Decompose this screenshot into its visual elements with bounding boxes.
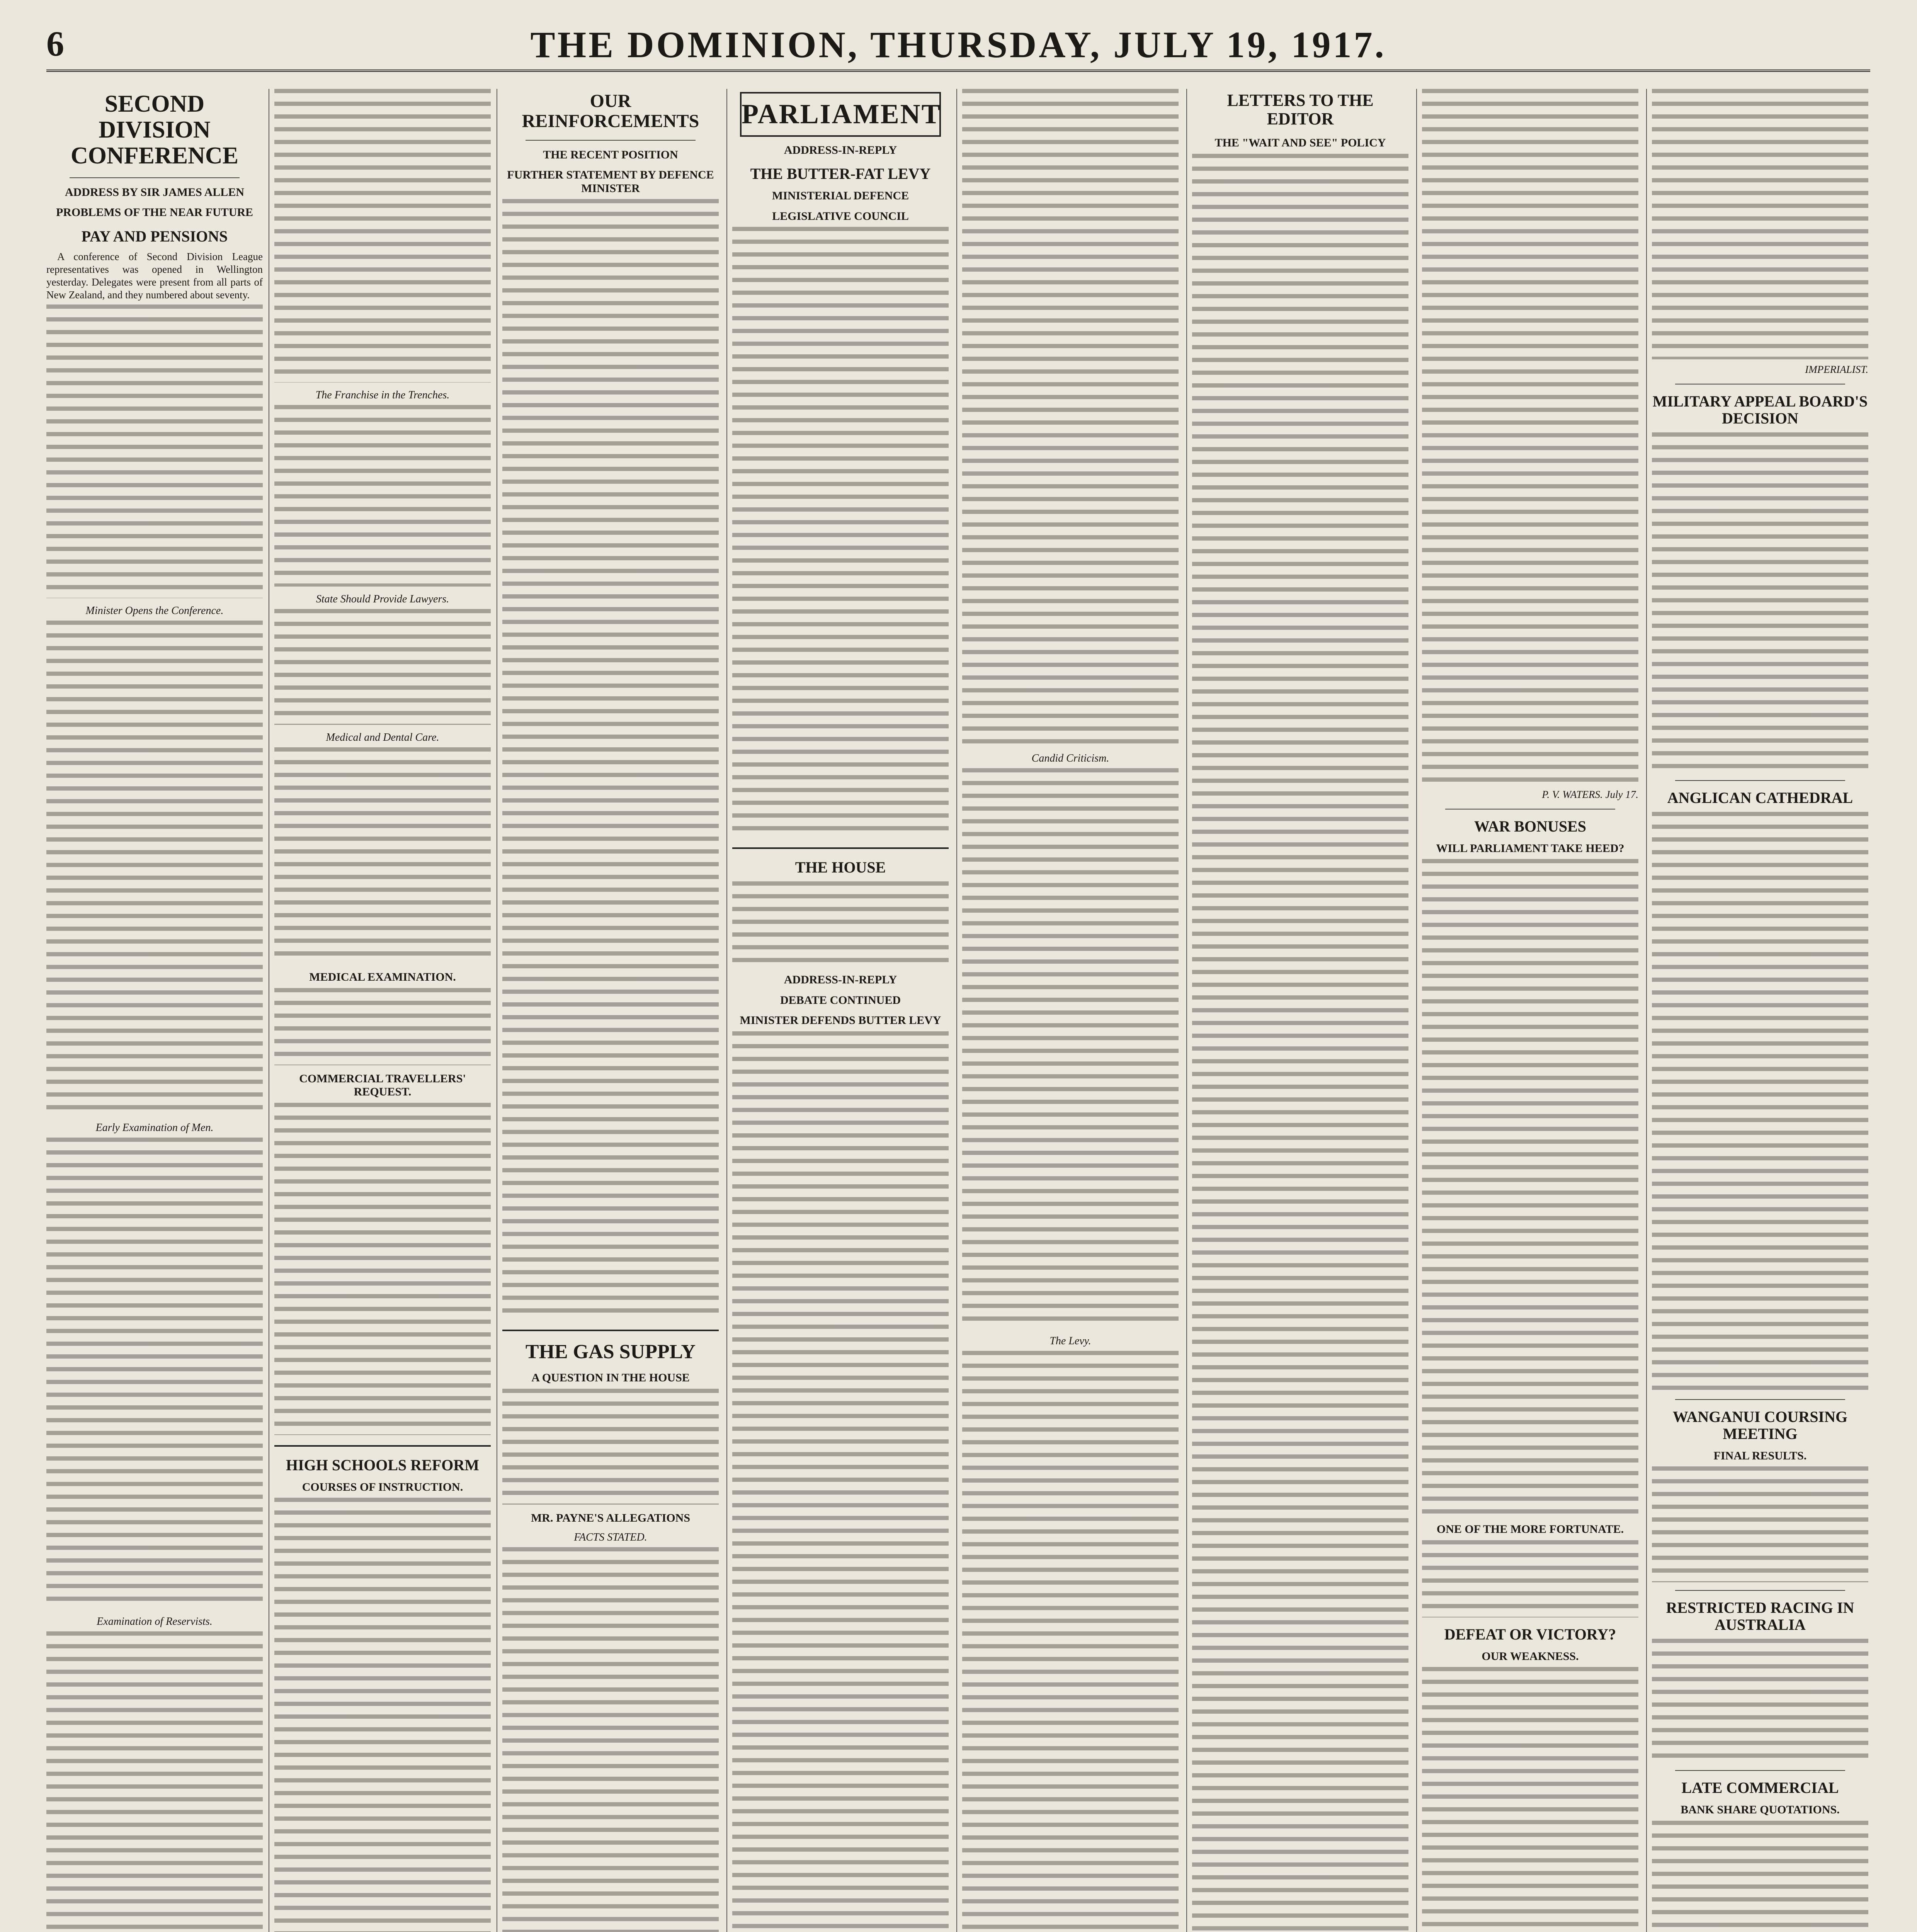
page-number: 6 xyxy=(46,24,64,63)
column-4 xyxy=(732,89,949,1932)
column-1 xyxy=(46,89,263,1932)
section-candid-criticism: Candid Criticism. xyxy=(1031,752,1109,764)
subhead-payne: MR. PAYNE'S ALLEGATIONS xyxy=(531,1511,691,1524)
subhead-recent-position: THE RECENT POSITION xyxy=(543,148,678,161)
article-lead: A conference of Second Division League representatives was opened in Wellington yesterday. Delegates were present from all parts of New Zealand, and they numbered about seventy. xyxy=(46,250,263,301)
headline-war-bonuses: WAR BONUSES xyxy=(1474,817,1587,835)
subhead-legislative-council: LEGISLATIVE COUNCIL xyxy=(772,209,909,223)
column-6 xyxy=(1192,89,1408,1932)
section-early-examination: Early Examination of Men. xyxy=(95,1121,214,1134)
subhead-ministerial-defence: MINISTERIAL DEFENCE xyxy=(772,189,909,202)
subhead-will-parliament: WILL PARLIAMENT TAKE HEED? xyxy=(1436,842,1624,855)
subhead-question-house: A QUESTION IN THE HOUSE xyxy=(531,1371,690,1384)
subhead-address-in-reply: ADDRESS-IN-REPLY xyxy=(784,143,897,156)
section-minister-opens: Minister Opens the Conference. xyxy=(85,604,224,617)
subhead-our-weakness: OUR WEAKNESS. xyxy=(1482,1650,1579,1663)
section-medical-dental: Medical and Dental Care. xyxy=(326,731,439,744)
headline-letters: LETTERS TO THE EDITOR xyxy=(1227,91,1374,128)
section-medical-examination: MEDICAL EXAMINATION. xyxy=(309,971,456,984)
column-5 xyxy=(962,89,1179,1932)
subhead-further-statement: FURTHER STATEMENT BY DEFENCE MINISTER xyxy=(507,168,714,195)
subhead-courses: COURSES OF INSTRUCTION. xyxy=(302,1480,463,1493)
column-8 xyxy=(1652,89,1868,1932)
section-lawyers: State Should Provide Lawyers. xyxy=(316,593,449,605)
section-commercial-travellers: COMMERCIAL TRAVELLERS' REQUEST. xyxy=(299,1072,466,1099)
subhead-minister-defends: MINISTER DEFENDS BUTTER LEVY xyxy=(740,1014,941,1027)
subhead-bank-share: BANK SHARE QUOTATIONS. xyxy=(1681,1803,1840,1816)
paper-title: THE DOMINION, THURSDAY, JULY 19, 1917. xyxy=(530,24,1386,65)
subhead-pay-pensions: PAY AND PENSIONS xyxy=(81,227,228,245)
headline-second-division: SECOND DIVISION CONFERENCE xyxy=(70,91,239,169)
section-examination-reservists: Examination of Reservists. xyxy=(97,1615,213,1628)
banner-parliament: PARLIAMENT xyxy=(740,92,941,137)
subhead-problems: PROBLEMS OF THE NEAR FUTURE xyxy=(56,206,253,219)
section-franchise: The Franchise in the Trenches. xyxy=(315,389,450,401)
signature-imperialist: IMPERIALIST. xyxy=(1805,364,1868,375)
section-the-levy: The Levy. xyxy=(1050,1335,1091,1347)
subhead-debate-continued: DEBATE CONTINUED xyxy=(780,993,901,1007)
masthead xyxy=(46,23,1870,72)
headline-gas-supply: THE GAS SUPPLY xyxy=(525,1341,696,1363)
headline-restricted-racing: RESTRICTED RACING IN AUSTRALIA xyxy=(1666,1599,1854,1634)
headline-defeat-victory: DEFEAT OR VICTORY? xyxy=(1444,1625,1616,1643)
subhead-facts: FACTS STATED. xyxy=(574,1531,647,1544)
column-2 xyxy=(274,89,491,1932)
headline-high-schools: HIGH SCHOOLS REFORM xyxy=(286,1456,480,1474)
column-3 xyxy=(502,89,719,1932)
subhead-address: ADDRESS BY SIR JAMES ALLEN xyxy=(65,185,244,199)
subhead-final-results: FINAL RESULTS. xyxy=(1713,1449,1807,1462)
headline-anglican-cathedral: ANGLICAN CATHEDRAL xyxy=(1667,789,1853,806)
column-7 xyxy=(1422,89,1638,1932)
headline-appeal-board: MILITARY APPEAL BOARD'S DECISION xyxy=(1652,392,1868,427)
headline-late-commercial: LATE COMMERCIAL xyxy=(1681,1779,1839,1797)
headline-butter-fat: THE BUTTER-FAT LEVY xyxy=(750,165,931,183)
headline-the-house: THE HOUSE xyxy=(795,859,886,876)
headline-reinforcements: OUR REINFORCEMENTS xyxy=(522,91,699,131)
subhead-wait-and-see: THE "WAIT AND SEE" POLICY xyxy=(1214,136,1386,150)
headline-more-fortunate: ONE OF THE MORE FORTUNATE. xyxy=(1436,1523,1624,1536)
headline-wanganui-coursing: WANGANUI COURSING MEETING xyxy=(1672,1408,1848,1442)
subhead-address-in-reply-2: ADDRESS-IN-REPLY xyxy=(784,973,897,986)
signature-waters: P. V. WATERS. July 17. xyxy=(1542,789,1638,800)
